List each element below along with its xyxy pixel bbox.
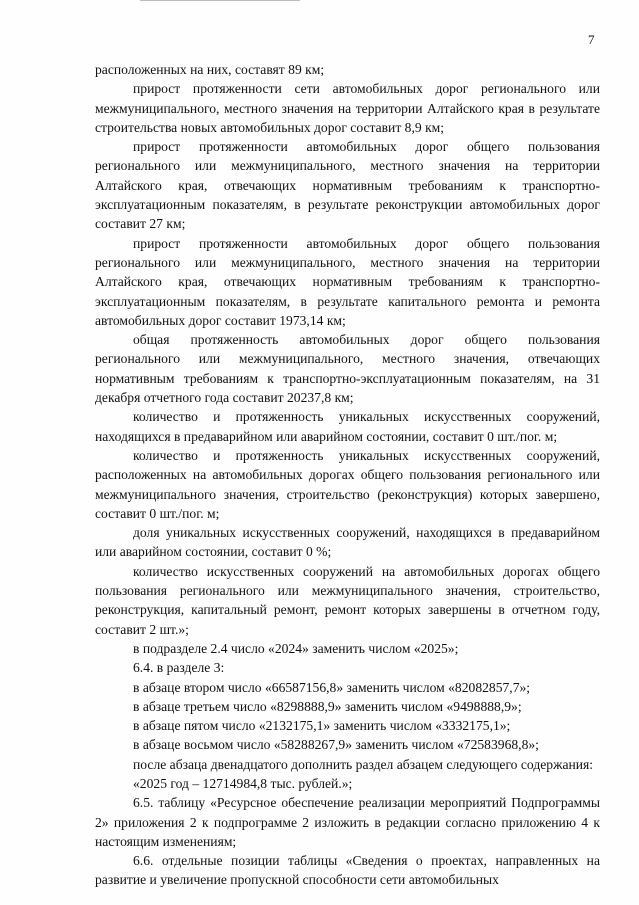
paragraph-structures-completed: количество искусственных сооружений на автомобильных дорогах общего пользования регионального или межмуниципального значения, строительство, реконструкция, капитальный ремонт, ремонт которых завершены в отчетном году, составит 2 шт.»; bbox=[95, 563, 600, 637]
paragraph-growth-reconstruction: прирост протяженности автомобильных дорог общего пользования регионального или межмуниципального, местного значения на территории Алтайского края, отвечающих нормативным требованиям к транспортно-эксплуатационным показателям, в результате реконструкции автомобильных дорог составит 27 км; bbox=[95, 139, 600, 232]
paragraph-2025-amount: «2025 год – 12714984,8 тыс. рублей.»; bbox=[133, 775, 353, 791]
paragraph-abzac-8: в абзаце восьмом число «58288267,9» заменить числом «72583968,8»; bbox=[133, 737, 539, 753]
paragraph-unique-structures-emergency: количество и протяженность уникальных искусственных сооружений, находящихся в предаварийном или аварийном состоянии, составит 0 шт./пог. м; bbox=[95, 409, 600, 444]
paragraph-growth-new-roads: прирост протяженности сети автомобильных дорог регионального или межмуниципального, местного значения на территории Алтайского края в результате строительства новых автомобильных дорог составит 8,9 км; bbox=[95, 81, 600, 135]
paragraph-unique-structures-built: количество и протяженность уникальных искусственных сооружений, расположенных на автомобильных дорогах общего пользования регионального или межмуниципального значения, строительство (реконструкция) которых завершено, составит 0 шт./пог. м; bbox=[95, 447, 600, 521]
paragraph-add-abzac: после абзаца двенадцатого дополнить раздел абзацем следующего содержания: bbox=[133, 756, 594, 772]
paragraph-growth-repair: прирост протяженности автомобильных дорог общего пользования регионального или межмуниципального, местного значения на территории Алтайского края, отвечающих нормативным требованиям к транспортно-эксплуатационным показателям, в результате капитального ремонта и ремонта автомобильных дорог составит 1973,14 км; bbox=[95, 235, 600, 328]
paragraph-subsection-2-4: в подразделе 2.4 число «2024» заменить числом «2025»; bbox=[133, 640, 459, 656]
scan-top-edge-line bbox=[140, 0, 300, 1]
paragraph-abzac-3: в абзаце третьем число «8298888,9» заменить числом «9498888,9»; bbox=[133, 698, 522, 714]
paragraph-6-6: 6.6. отдельные позиции таблицы «Сведения о проектах, направленных на развитие и увеличение пропускной способности сети автомобильных bbox=[95, 853, 600, 888]
paragraph-share-emergency: доля уникальных искусственных сооружений, находящихся в предаварийном или аварийном состоянии, составит 0 %; bbox=[95, 525, 600, 560]
paragraph-continuation: расположенных на них, составят 89 км; bbox=[95, 62, 325, 77]
paragraph-abzac-5: в абзаце пятом число «2132175,1» заменить числом «3332175,1»; bbox=[133, 718, 511, 734]
page-number: 7 bbox=[588, 32, 595, 47]
paragraph-total-length: общая протяженность автомобильных дорог общего пользования регионального или межмуниципального, местного значения, отвечающих нормативным требованиям к транспортно-эксплуатационным показателям, на 31 декабря отчетного года составит 20237,8 км; bbox=[95, 332, 600, 406]
paragraph-section-3-heading: 6.4. в разделе 3: bbox=[133, 660, 225, 676]
document-body bbox=[95, 60, 600, 890]
paragraph-6-5: 6.5. таблицу «Ресурсное обеспечение реализации мероприятий Подпрограммы 2» приложения 2 к подпрограмме 2 изложить в редакции согласно приложению 4 к настоящим изменениям; bbox=[95, 795, 600, 849]
paragraph-abzac-2: в абзаце втором число «66587156,8» заменить числом «82082857,7»; bbox=[133, 679, 531, 695]
